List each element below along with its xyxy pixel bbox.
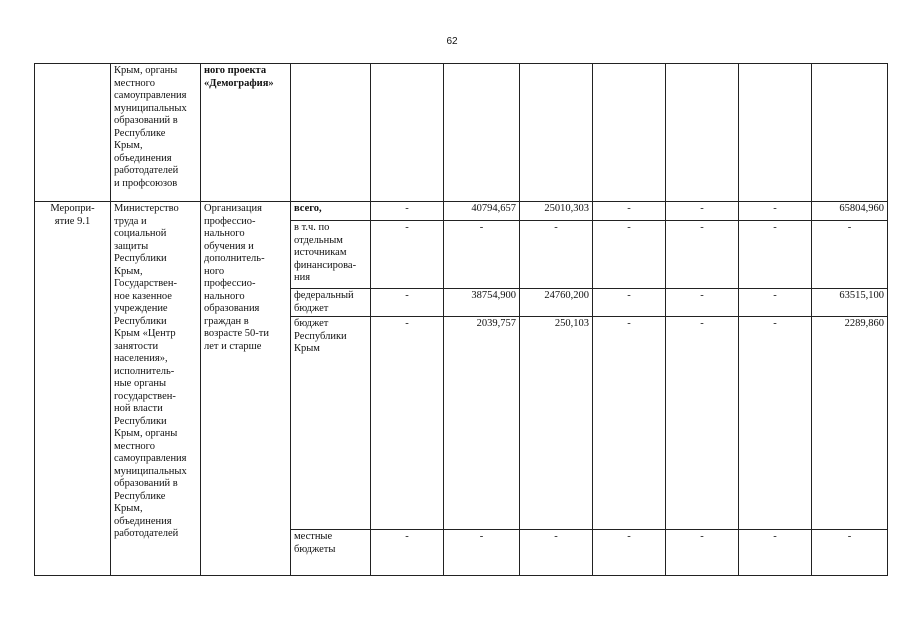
value-cell: - <box>593 530 666 576</box>
source-cell: в т.ч. по отдельным источникам финансирова- ния <box>291 221 371 289</box>
value-cell: - <box>666 221 739 289</box>
value-cell: - <box>371 289 444 317</box>
source-cell: местные бюджеты <box>291 530 371 576</box>
page-number: 62 <box>446 36 458 47</box>
executor-cell: Крым, органы местного самоуправления муниципальных образований в Республике Крым, объединения работодателей и профсоюзов <box>111 64 201 202</box>
value-cell: - <box>371 530 444 576</box>
project-cell: ного проекта «Демография» <box>201 64 291 202</box>
value-cell: - <box>666 202 739 221</box>
value-cell: - <box>739 289 812 317</box>
budget-table <box>34 63 888 576</box>
value-cell: - <box>812 530 888 576</box>
value-cell: - <box>666 289 739 317</box>
value-cell: 25010,303 <box>520 202 593 221</box>
value-cell: - <box>593 289 666 317</box>
table-row <box>35 202 888 221</box>
value-cell: - <box>812 221 888 289</box>
value-cell: - <box>520 530 593 576</box>
value-cell: - <box>739 530 812 576</box>
value-cell: - <box>371 317 444 530</box>
value-cell: - <box>593 317 666 530</box>
value-cell: 40794,657 <box>444 202 520 221</box>
measure-id-cell: Меропри- ятие 9.1 <box>35 202 111 576</box>
value-cell: - <box>444 530 520 576</box>
measure-executor-cell: Министерство труда и социальной защиты Республики Крым, Государствен- ное казенное учреждение Республики Крым «Центр занятости населения», исполнитель- ные органы государствен- ной власти Республики Крым, органы местного самоуправления муниципальных образований в Республике Крым, объединения работодателей <box>111 202 201 576</box>
measure-name-cell: Организация профессио- нального обучения и дополнитель- ного профессио- нального образования граждан в возрасте 50-ти лет и старше <box>201 202 291 576</box>
value-cell: 24760,200 <box>520 289 593 317</box>
source-cell: федеральный бюджет <box>291 289 371 317</box>
value-cell: 63515,100 <box>812 289 888 317</box>
value-cell: - <box>371 221 444 289</box>
value-cell: - <box>593 221 666 289</box>
value-cell: 250,103 <box>520 317 593 530</box>
value-cell: - <box>666 530 739 576</box>
id-cell <box>35 64 111 202</box>
value-cell: - <box>739 221 812 289</box>
source-cell: всего, <box>291 202 371 221</box>
value-cell: - <box>520 221 593 289</box>
value-cell: - <box>371 202 444 221</box>
source-cell: бюджет Республики Крым <box>291 317 371 530</box>
value-cell: 38754,900 <box>444 289 520 317</box>
value-cell: 2039,757 <box>444 317 520 530</box>
value-cell: 2289,860 <box>812 317 888 530</box>
value-cell: 65804,960 <box>812 202 888 221</box>
value-cell: - <box>739 202 812 221</box>
value-cell: - <box>444 221 520 289</box>
value-cell: - <box>593 202 666 221</box>
value-cell: - <box>739 317 812 530</box>
value-cell: - <box>666 317 739 530</box>
continuation-row <box>35 64 888 202</box>
